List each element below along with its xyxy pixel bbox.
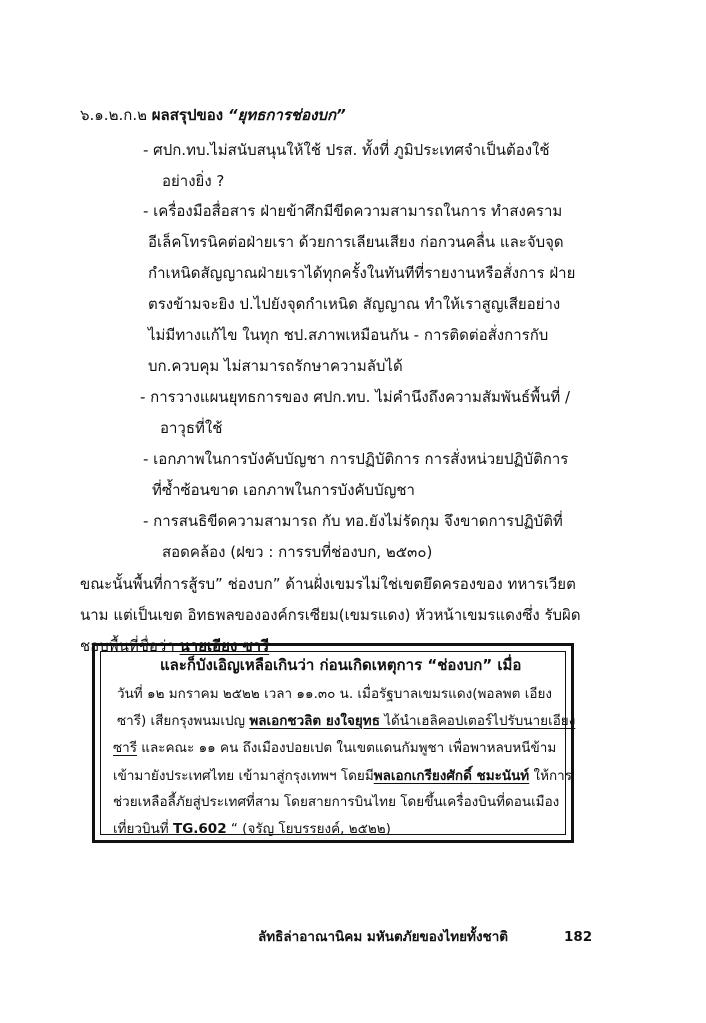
bullet-2-cont-1: อีเล็คโทรนิคต่อฝ่ายเรา ด้วยการเลียนเสียง ก่อกวนคลื่น และจับจุด [148, 233, 564, 251]
callout-line-3-a: ซารี [113, 740, 137, 756]
callout-name-chavalit: พลเอกชวลิต ยงใจยุทธ [249, 713, 380, 729]
bullet-1: - ศปก.ทบ.ไม่สนับสนุนให้ใช้ ปรส. ทั้งที่ ภูมิประเทศจำเป็นต้องใช้ [143, 141, 550, 159]
callout-line-6 [113, 819, 391, 839]
callout-line-2-c: ได้นำเฮลิคอปเตอร์ไปรับนายเอียง [379, 713, 576, 729]
callout-line-4-a: เข้ามายังประเทศไทย เข้ามาสู่กรุงเทพฯ โดยมี [113, 768, 374, 784]
callout-line-2 [117, 711, 575, 731]
callout-line-6-c: “ (จรัญ โยบรรยงค์, ๒๕๒๒) [226, 821, 391, 837]
bullet-3-cont: อาวุธที่ใช้ [160, 419, 223, 437]
bullet-2-cont-2: กำเหนิดสัญญาณฝ่ายเราได้ทุกครั้งในทันทีที่รายงานหรือสั่งการ ฝ่าย [148, 264, 576, 282]
paragraph-line-1: ขณะนั้นพื้นที่การสู้รบ” ช่องบก” ด้านฝั่งเขมรไม่ใช่เขตยึดครองของ ทหารเวียต [80, 575, 576, 593]
bullet-5-cont: สอดคล้อง (ฝขว : การรบที่ช่องบก, ๒๕๓๐) [162, 543, 433, 561]
callout-title: และก็บังเอิญเหลือเกินว่า ก่อนเกิดเหตุการ “ช่องบก” เมื่อ [160, 656, 522, 674]
bullet-2-cont-3: ตรงข้ามจะยิง ป.ไปยังจุดกำเหนิด สัญญาณ ทำให้เราสูญเสียอย่าง [148, 295, 561, 313]
section-heading [80, 104, 346, 126]
footer-title: ลัทธิล่าอาณานิคม มหันตภัยของไทยทั้งชาติ [258, 929, 509, 945]
callout-line-1: วันที่ ๑๒ มกราคม ๒๕๒๒ เวลา ๑๑.๓๐ น. เมื่อรัฐบาลเขมรแดง(พอลพต เอียง [117, 686, 552, 702]
callout-line-3-b: และคณะ ๑๑ คน ถึงเมืองปอยเปต ในเขตแดนกัมพูชา เพื่อพาหลบหนีข้าม [137, 740, 557, 756]
paragraph-line-3-prefix: ชอบพื้นที่ชื่อว่า [80, 637, 180, 655]
callout-name-kriangsak: พลเอกเกรียงศักดิ์ ชมะนันท์ [373, 768, 530, 784]
bullet-3: - การวางแผนยุทธการของ ศปก.ทบ. ไม่คำนึงถึงความสัมพันธ์พื้นที่ / [140, 388, 571, 406]
bullet-2-cont-5: บก.ควบคุม ไม่สามารถรักษาความลับได้ [148, 357, 403, 375]
bullet-4-cont: ที่ซ้ำซ้อนขาด เอกภาพในการบังคับบัญชา [152, 481, 415, 499]
person-name: นายเอียง ซารี [179, 637, 270, 655]
section-title: “ยุทธการช่องบก” [227, 106, 346, 124]
bullet-2: - เครื่องมือสื่อสาร ฝ่ายข้าศึกมีขีดความสามารถในการ ทำสงคราม [143, 202, 563, 220]
callout-line-3 [113, 738, 556, 758]
bullet-5: - การสนธิขีดความสามารถ กับ ทอ.ยังไม่รัดกุม จึงขาดการปฏิบัติที่ [143, 512, 563, 530]
callout-line-6-a: เที่ยวบินที่ [113, 821, 173, 837]
bullet-2-cont-4: ไม่มีทางแก้ไข ในทุก ชป.สภาพเหมือนกัน - การติดต่อสั่งการกับ [148, 326, 549, 344]
callout-line-5: ช่วยเหลือลี้ภัยสู่ประเทศที่สาม โดยสายการบินไทย โดยขึ้นเครื่องบินที่ดอนเมือง [113, 794, 560, 810]
section-label: ผลสรุปของ [151, 106, 224, 124]
callout-line-4-c: ให้การ [529, 768, 573, 784]
callout-line-2-a: ซารี) เสียกรุงพนมเปญ [117, 713, 250, 729]
bullet-1-cont: อย่างยิ่ง ? [162, 172, 225, 190]
flight-number: TG.602 [173, 821, 227, 837]
callout-line-4 [113, 766, 572, 786]
paragraph-line-2: นาม แต่เป็นเขต อิทธพลขององค์กรเซียม(เขมรแดง) หัวหน้าเขมรแดงซึ่ง รับผิด [80, 606, 581, 624]
section-number: ๖.๑.๒.ก.๒ [80, 106, 147, 124]
bullet-4: - เอกภาพในการบังคับบัญชา การปฏิบัติการ การสั่งหน่วยปฏิบัติการ [143, 450, 569, 468]
page-number: 182 [564, 929, 593, 945]
